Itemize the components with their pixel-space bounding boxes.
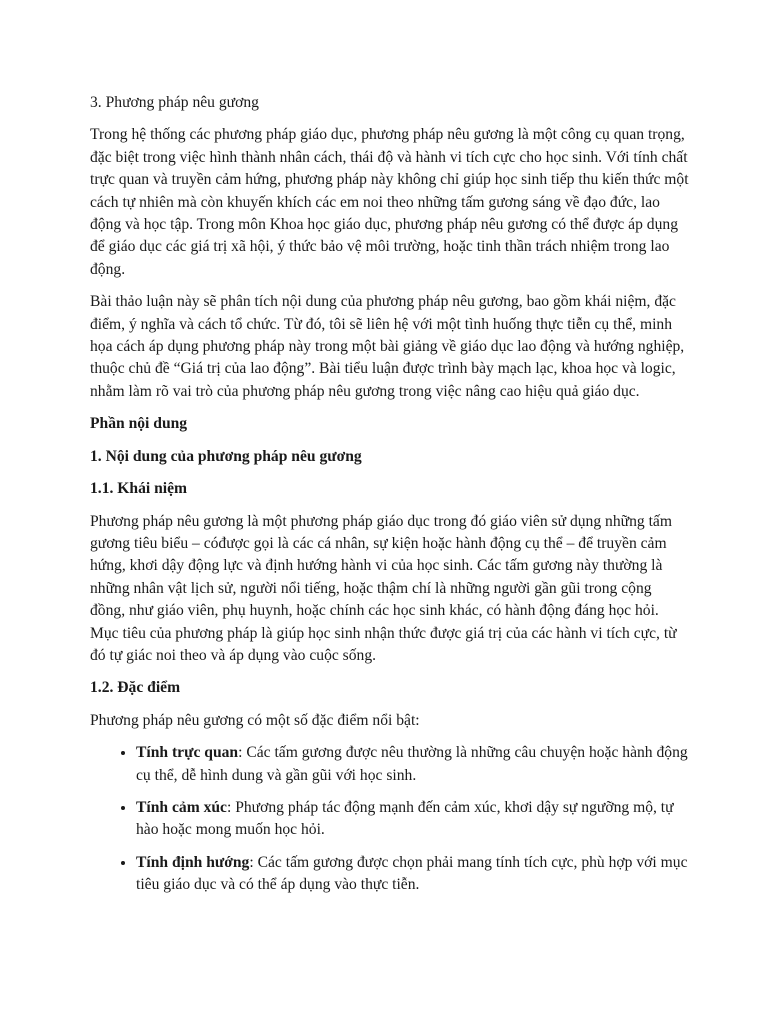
feature-term: Tính cảm xúc [136, 798, 227, 816]
part-heading: Phần nội dung [90, 415, 188, 433]
feature-desc: : Các tấm gương được nêu thường là những câu chuyện hoặc hành động cụ thể, dễ hình dung và gần gũi với học sinh. [136, 744, 688, 784]
feature-desc: : Các tấm gương được chọn phải mang tính tích cực, phù hợp với mục tiêu giáo dục và có thể áp dụng vào thực tiễn. [136, 853, 688, 894]
list-item [136, 797, 690, 842]
document-page [90, 92, 690, 907]
features-intro: Phương pháp nêu gương có một số đặc điểm nổi bật: [90, 711, 420, 729]
feature-term: Tính định hướng [136, 853, 250, 871]
intro-paragraph-1: Trong hệ thống các phương pháp giáo dục, phương pháp nêu gương là một công cụ quan trọng, đặc biệt trong việc hình thành nhân cách, thái độ và hành vi tích cực cho học sinh. Với tính chất trực quan và truyền cảm hứng, phương pháp này không chỉ giúp học sinh tiếp thu kiến thức một cách tự nhiên mà còn khuyến khích các em noi theo những tấm gương sáng về đạo đức, lao động và học tập. Trong môn Khoa học giáo dục, phương pháp nêu gương có thể được áp dụng để giáo dục các giá trị xã hội, ý thức bảo vệ môi trường, hoặc tinh thần trách nhiệm trong lao động. [90, 126, 689, 278]
features-list [90, 742, 690, 896]
section-title: 3. Phương pháp nêu gương [90, 94, 259, 111]
heading-1: 1. Nội dung của phương pháp nêu gương [90, 447, 362, 465]
list-item [136, 742, 690, 787]
feature-desc: : Phương pháp tác động mạnh đến cảm xúc, khơi dậy sự ngưỡng mộ, tự hào hoặc mong muốn học hỏi. [136, 798, 674, 839]
feature-term: Tính trực quan [136, 744, 239, 762]
concept-paragraph: Phương pháp nêu gương là một phương pháp giáo dục trong đó giáo viên sử dụng những tấm gương tiêu biểu – cóđược gọi là các cá nhân, sự kiện hoặc hành động cụ thể – để truyền cảm hứng, khơi dậy động lực và định hướng hành vi của học sinh. Các tấm gương này thường là những nhân vật lịch sử, người nổi tiếng, hoặc thậm chí là những người gần gũi trong cộng đồng, như giáo viên, phụ huynh, hoặc chính các học sinh khác, có hành động đáng học hỏi. Mục tiêu của phương pháp là giúp học sinh nhận thức được giá trị của các hành vi tích cực, từ đó tự giác noi theo và áp dụng vào cuộc sống. [90, 512, 677, 664]
list-item [136, 852, 690, 897]
heading-1-2: 1.2. Đặc điểm [90, 679, 181, 697]
heading-1-1: 1.1. Khái niệm [90, 480, 188, 498]
intro-paragraph-2: Bài thảo luận này sẽ phân tích nội dung của phương pháp nêu gương, bao gồm khái niệm, đặc điểm, ý nghĩa và cách tổ chức. Từ đó, tôi sẽ liên hệ với một tình huống thực tiễn cụ thể, minh họa cách áp dụng phương pháp này trong một bài giảng về giáo dục lao động và hướng nghiệp, thuộc chủ đề “Giá trị của lao động”. Bài tiểu luận được trình bày mạch lạc, khoa học và logic, nhằm làm rõ vai trò của phương pháp nêu gương trong việc nâng cao hiệu quả giáo dục. [90, 293, 685, 400]
